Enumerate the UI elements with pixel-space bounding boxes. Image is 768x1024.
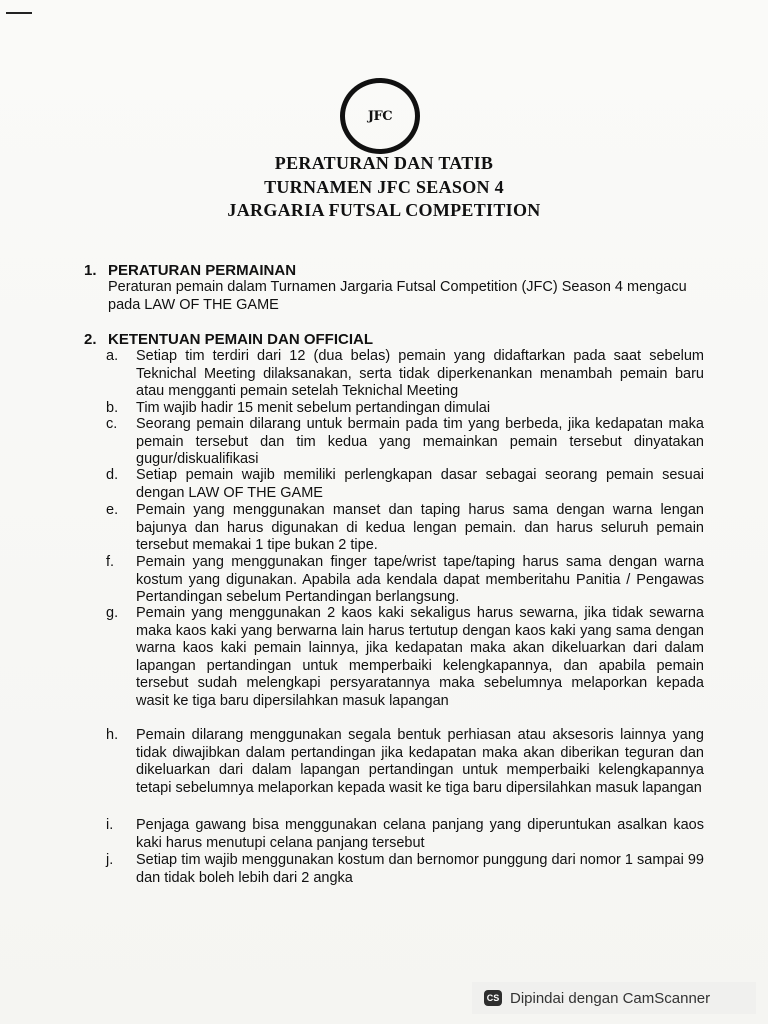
item-letter: j.	[106, 852, 114, 868]
logo-text: JFC	[367, 108, 393, 124]
section-1-body: Peraturan pemain dalam Turnamen Jargaria Futsal Competition (JFC) Season 4 mengacu pada LAW OF THE GAME	[108, 279, 687, 313]
document-title-line-2: TURNAMEN JFC SEASON 4	[264, 177, 504, 197]
item-letter: a.	[106, 348, 119, 364]
item-letter: i.	[106, 817, 114, 833]
section-1-number: 1.	[84, 262, 97, 279]
jfc-logo	[340, 78, 420, 154]
item-letter: h.	[106, 727, 119, 743]
item-letter: c.	[106, 416, 118, 432]
scanner-watermark	[472, 982, 756, 1014]
section-1-title: PERATURAN PERMAINAN	[108, 262, 297, 279]
document-title-line-1: PERATURAN DAN TATIB	[274, 153, 494, 173]
scan-mark	[6, 12, 32, 14]
item-letter: d.	[106, 467, 119, 483]
item-letter: g.	[106, 605, 119, 621]
section-2-number: 2.	[84, 331, 97, 348]
item-text: Pemain dilarang menggunakan segala bentuk perhiasan atau aksesoris lainnya yang tidak diwajibkan dalam pertandingan jika kedapatan maka akan diberikan teguran dan dikeluarkan dari dalam lapangan pertandingan untuk memperbaiki kelengkapannya tetapi sebelumnya melaporkan kepada wasit ke tiga baru dipersilahkan masuk lapangan	[136, 727, 704, 796]
item-text: Tim wajib hadir 15 menit sebelum pertandingan dimulai	[136, 400, 491, 416]
item-text: Setiap tim wajib menggunakan kostum dan bernomor punggung dari nomor 1 sampai 99 dan tidak boleh lebih dari 2 angka	[136, 852, 704, 886]
item-text: Setiap tim terdiri dari 12 (dua belas) pemain yang didaftarkan pada saat sebelum Teknichal Meeting dilaksanakan, serta tidak diperkenankan menambah pemain baru atau mengganti pemain setelah Teknichal Meeting	[136, 348, 704, 399]
item-letter: e.	[106, 502, 119, 518]
item-letter: b.	[106, 400, 119, 416]
item-text: Penjaga gawang bisa menggunakan celana panjang yang diperuntukan asalkan kaos kaki harus menutupi celana panjang tersebut	[136, 817, 704, 851]
watermark-text: Dipindai dengan CamScanner	[510, 989, 711, 1007]
item-text: Pemain yang menggunakan manset dan taping harus sama dengan warna lengan bajunya dan harus digunakan di kedua lengan pemain. dan harus seluruh pemain tersebut memakai 1 tipe bukan 2 tipe.	[136, 502, 704, 553]
section-2-title: KETENTUAN PEMAIN DAN OFFICIAL	[108, 331, 373, 348]
item-text: Setiap pemain wajib memiliki perlengkapan dasar sebagai seorang pemain sesuai dengan LAW OF THE GAME	[136, 467, 704, 501]
document-title-line-3: JARGARIA FUTSAL COMPETITION	[227, 200, 541, 220]
item-text: Seorang pemain dilarang untuk bermain pada tim yang berbeda, jika kedapatan maka pemain tersebut dan tim kedua yang memainkan pemain tersebut dinyatakan gugur/diskualifikasi	[136, 416, 704, 467]
item-text: Pemain yang menggunakan 2 kaos kaki sekaligus harus sewarna, jika tidak sewarna maka kaos kaki yang berwarna lain harus tertutup dengan kaos kaki yang sama dengan warna kaos kaki pemain lainnya, jika kedapatan maka akan dikeluarkan dari dalam lapangan pertandingan untuk memperbaiki kelengkapannya, dan apabila pemain tersebut sudah melengkapi persyaratannya maka sebelumnya melaporkan kepada wasit ke tiga baru dipersilahkan masuk lapangan	[136, 605, 704, 709]
item-text: Pemain yang menggunakan finger tape/wrist tape/taping harus sama dengan warna kostum yang digunakan. Apabila ada kendala dapat memberitahu Panitia / Pengawas Pertandingan sebelum Pertandingan berlangsung.	[136, 554, 704, 605]
item-letter: f.	[106, 554, 115, 570]
camscanner-icon: CS	[484, 990, 502, 1006]
